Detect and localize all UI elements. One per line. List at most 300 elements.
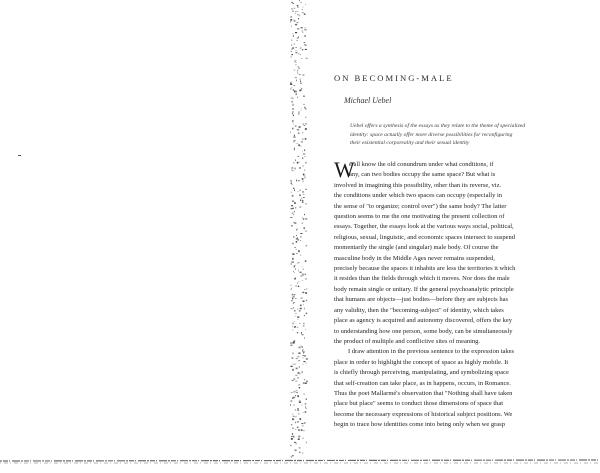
gutter-speck [297, 395, 299, 397]
gutter-speck [298, 37, 299, 38]
gutter-speck [291, 264, 293, 265]
gutter-speck [293, 33, 294, 34]
gutter-speck [300, 54, 301, 55]
gutter-speck [297, 410, 298, 411]
gutter-speck [302, 350, 303, 351]
gutter-speck [292, 433, 293, 435]
gutter-speck [293, 98, 294, 99]
gutter-speck [296, 368, 298, 370]
gutter-speck [293, 120, 294, 121]
gutter-speck [294, 189, 295, 191]
gutter-speck [294, 135, 295, 136]
gutter-speck [305, 383, 307, 385]
gutter-speck [290, 217, 292, 218]
gutter-speck [299, 347, 301, 349]
gutter-speck [301, 346, 302, 348]
gutter-speck [297, 67, 299, 68]
gutter-speck [295, 313, 297, 314]
gutter-speck [299, 447, 301, 448]
gutter-speck [291, 183, 292, 185]
abstract-line: identity: space actually offer more diverse possibilities for reconfiguring [350, 131, 513, 138]
gutter-speck [304, 337, 305, 339]
gutter-speck [302, 7, 303, 8]
gutter-speck [290, 132, 291, 133]
gutter-speck [292, 298, 293, 300]
gutter-speck [298, 262, 300, 263]
gutter-speck [292, 297, 294, 298]
gutter-speck [305, 292, 307, 294]
body-line: involved in imagining this possibility, other than its reverse, viz. [334, 181, 502, 189]
gutter-speck [298, 133, 300, 134]
body-line: any validity, then the "becoming-subject" of identity, which takes [334, 306, 504, 314]
gutter-speck [305, 138, 307, 139]
gutter-speck [304, 125, 305, 126]
gutter-speck [305, 260, 307, 261]
gutter-speck [302, 347, 303, 348]
gutter-speck [295, 125, 297, 127]
gutter-speck [297, 5, 299, 6]
gutter-speck [295, 77, 297, 78]
gutter-speck [294, 442, 296, 443]
gutter-speck [299, 452, 300, 454]
gutter-speck [297, 14, 299, 15]
gutter-speck [303, 326, 304, 327]
gutter-speck [292, 259, 294, 260]
gutter-speck [299, 194, 301, 196]
gutter-speck [291, 40, 292, 41]
body-line: e all know the old conundrum under what conditions, if [349, 161, 494, 168]
gutter-speck [303, 361, 305, 362]
gutter-speck [292, 113, 293, 115]
gutter-speck [303, 382, 305, 383]
gutter-speck [296, 93, 298, 95]
gutter-speck [297, 332, 298, 333]
gutter-speck [294, 149, 295, 151]
gutter-speck [294, 391, 295, 392]
gutter-speck [304, 308, 305, 310]
gutter-speck [294, 247, 296, 248]
gutter-speck [298, 144, 300, 146]
gutter-speck [305, 123, 307, 124]
gutter-speck [291, 81, 292, 82]
gutter-speck [305, 117, 306, 118]
gutter-speck [297, 377, 299, 378]
gutter-speck [302, 223, 303, 224]
gutter-speck [294, 168, 296, 170]
gutter-speck [293, 162, 294, 164]
gutter-speck [291, 192, 292, 193]
gutter-speck [297, 282, 298, 284]
gutter-speck [295, 208, 297, 209]
gutter-speck [300, 83, 302, 84]
gutter-speck [295, 11, 296, 12]
right-page [310, 0, 600, 458]
gutter-speck [303, 349, 304, 351]
gutter-speck [299, 0, 300, 1]
body-line: that humans are objects—just bodies—before they are subjects has [334, 296, 509, 304]
gutter-speck [299, 162, 300, 163]
gutter-speck [304, 149, 305, 150]
gutter-speck [300, 255, 301, 256]
gutter-speck [305, 29, 307, 30]
gutter-speck [298, 308, 299, 310]
gutter-speck [291, 26, 292, 27]
gutter-speck [291, 439, 292, 440]
gutter-speck [291, 98, 293, 99]
gutter-speck [293, 323, 294, 325]
gutter-speck [305, 163, 307, 164]
gutter-speck [303, 352, 304, 354]
gutter-speck [296, 241, 298, 243]
gutter-speck [299, 207, 301, 208]
gutter-speck [302, 198, 303, 200]
gutter-speck [294, 278, 296, 279]
body-line: become the necessary expressions of historical subject positions. We [334, 410, 513, 418]
gutter-speck [292, 195, 294, 197]
gutter-speck [297, 70, 298, 71]
gutter-speck [299, 323, 301, 324]
gutter-speck [304, 14, 306, 15]
gutter-speck [306, 442, 307, 444]
gutter-speck [291, 308, 293, 309]
gutter-speck [294, 85, 296, 86]
gutter-speck [290, 183, 291, 184]
gutter-speck [303, 304, 304, 305]
gutter-speck [292, 105, 294, 106]
gutter-speck [302, 13, 304, 14]
gutter-speck [301, 298, 303, 299]
gutter-speck [302, 355, 304, 356]
gutter-speck [303, 357, 304, 358]
gutter-speck [298, 384, 300, 385]
gutter-speck [292, 342, 294, 343]
gutter-speck [294, 61, 296, 62]
body-line: religious, sexual, linguistic, and economic spaces intersect to suspend [334, 233, 516, 241]
gutter-speck [294, 21, 296, 22]
gutter-speck [294, 364, 296, 365]
body-line: is chiefly through perceiving, manipulating, and symbolizing space [334, 369, 509, 377]
gutter-speck [290, 21, 291, 22]
gutter-speck [301, 2, 302, 3]
gutter-speck [303, 227, 305, 228]
gutter-speck [303, 269, 304, 270]
gutter-speck [301, 141, 303, 142]
gutter-speck [294, 310, 296, 311]
gutter-speck [293, 89, 294, 91]
gutter-speck [293, 141, 294, 143]
gutter-speck [298, 18, 299, 19]
body-line: place but place" seems to conduct those dimensions of space that [334, 400, 504, 408]
gutter-speck [296, 80, 297, 82]
gutter-speck [304, 355, 306, 356]
gutter-speck [297, 11, 298, 12]
gutter-speck [304, 230, 305, 231]
gutter-speck [302, 425, 303, 426]
gutter-speck [305, 274, 307, 275]
gutter-speck [302, 405, 303, 406]
gutter-speck [294, 202, 296, 204]
gutter-speck [299, 90, 301, 92]
gutter-speck [290, 19, 292, 21]
gutter-speck [299, 366, 300, 368]
gutter-speck [296, 180, 297, 182]
body-line: any, can two bodies occupy the same space? But what is [349, 171, 496, 179]
gutter-speck [299, 373, 301, 374]
gutter-speck [297, 156, 299, 157]
gutter-speck [303, 197, 305, 198]
gutter-speck [305, 189, 307, 190]
gutter-speck [302, 267, 303, 268]
body-line: place as agency is acquired and autonomy discovered, offers the key [334, 317, 513, 325]
gutter-speck [298, 286, 299, 287]
gutter-speck [293, 3, 294, 4]
gutter-speck [305, 218, 307, 220]
gutter-speck [298, 270, 299, 272]
gutter-speck [302, 201, 304, 203]
gutter-speck [303, 123, 304, 125]
gutter-speck [291, 48, 292, 50]
gutter-speck [294, 222, 296, 223]
gutter-speck [292, 128, 293, 130]
gutter-speck [294, 302, 295, 303]
gutter-speck [295, 159, 296, 161]
gutter-speck [299, 190, 301, 192]
gutter-speck [295, 429, 296, 430]
gutter-speck [303, 194, 305, 195]
gutter-speck [305, 27, 306, 28]
gutter-speck [295, 409, 296, 411]
gutter-speck [303, 412, 304, 413]
gutter-speck [303, 364, 304, 365]
gutter-speck [301, 88, 302, 90]
gutter-speck [301, 332, 302, 334]
gutter-speck [303, 301, 305, 302]
gutter-speck [290, 57, 292, 58]
gutter-speck [298, 437, 299, 438]
gutter-speck [291, 225, 293, 226]
gutter-speck [303, 430, 305, 431]
gutter-speck [294, 327, 295, 328]
gutter-speck [293, 341, 295, 342]
gutter-speck [303, 154, 304, 155]
gutter-speck [295, 395, 296, 396]
drop-cap: W [334, 157, 355, 182]
body-line: to understanding how one person, some body, can be simultaneously [334, 327, 513, 335]
gutter-speck [296, 443, 297, 444]
gutter-speck [292, 353, 294, 354]
gutter-speck [305, 403, 307, 405]
gutter-speck [297, 72, 298, 73]
gutter-speck [302, 166, 304, 167]
gutter-speck [305, 411, 307, 413]
chapter-author: Michael Uebel [344, 96, 392, 105]
gutter-speck [291, 392, 293, 393]
gutter-speck [294, 416, 295, 417]
gutter-speck [294, 266, 295, 268]
gutter-speck [292, 294, 293, 296]
gutter-speck [304, 393, 305, 394]
gutter-speck [294, 20, 295, 21]
gutter-speck [291, 436, 292, 437]
gutter-speck [304, 177, 306, 178]
gutter-speck [297, 129, 298, 130]
gutter-speck [302, 453, 304, 454]
gutter-speck [298, 356, 299, 357]
gutter-speck [295, 416, 296, 418]
gutter-speck [292, 171, 293, 172]
gutter-speck [292, 108, 294, 110]
gutter-speck [304, 422, 306, 423]
body-line: body remain single or unitary. If the general psychoanalytic principle [334, 285, 514, 293]
gutter-speck [303, 274, 304, 276]
gutter-speck [303, 104, 304, 105]
body-line: the conditions under which two spaces can occupy (especially in [334, 192, 503, 200]
gutter-speck [301, 429, 303, 431]
body-line: the sense of "to organize; control over") the same body? The latter [334, 202, 507, 210]
gutter-speck [294, 44, 295, 45]
gutter-speck [299, 360, 300, 361]
gutter-speck [297, 316, 299, 317]
gutter-speck [293, 124, 294, 125]
gutter-speck [297, 143, 298, 144]
gutter-speck [296, 52, 298, 53]
gutter-speck [302, 334, 304, 335]
gutter-speck [291, 300, 292, 301]
gutter-speck [296, 358, 298, 359]
gutter-speck [292, 184, 293, 185]
gutter-speck [302, 200, 304, 201]
gutter-speck [295, 381, 297, 382]
gutter-speck [302, 49, 303, 50]
gutter-speck [292, 112, 294, 113]
gutter-speck [306, 300, 307, 301]
gutter-speck [292, 418, 294, 420]
gutter-speck [295, 265, 296, 266]
gutter-speck [290, 88, 291, 89]
gutter-speck [298, 191, 299, 192]
gutter-speck [295, 316, 297, 317]
gutter-speck [305, 231, 307, 232]
gutter-speck [305, 128, 307, 130]
gutter-speck [293, 302, 294, 304]
gutter-speck [298, 53, 299, 54]
gutter-speck [304, 44, 305, 46]
gutter-speck [292, 168, 294, 169]
body-line: I draw attention in the previous sentence to the expression takes [348, 348, 515, 356]
gutter-speck [302, 9, 303, 10]
gutter-speck [291, 285, 292, 286]
gutter-speck [292, 101, 293, 102]
gutter-speck [303, 438, 304, 439]
gutter-speck [304, 379, 305, 380]
gutter-speck [297, 228, 298, 229]
body-line: begin to trace how identities come into being only when we grasp [334, 421, 505, 429]
gutter-speck [297, 7, 299, 8]
gutter-speck [295, 298, 297, 299]
gutter-speck [298, 114, 299, 115]
gutter-speck [297, 357, 298, 358]
gutter-speck [300, 305, 302, 307]
gutter-speck [304, 214, 305, 215]
body-line: it resides than the fields through which it moves. Nor does the male [334, 275, 510, 283]
gutter-speck [293, 436, 295, 437]
gutter-speck [293, 236, 294, 237]
gutter-speck [294, 405, 295, 406]
gutter-speck [292, 243, 294, 244]
gutter-speck [299, 111, 300, 113]
gutter-speck [302, 292, 304, 294]
gutter-speck [293, 397, 295, 398]
gutter-speck [301, 108, 302, 109]
gutter-speck [291, 424, 292, 425]
gutter-speck [291, 261, 292, 262]
gutter-speck [293, 364, 295, 365]
gutter-speck [293, 137, 295, 138]
gutter-speck [303, 218, 304, 220]
abstract-line: Uebel offers a synthesis of the essays as they relate to the theme of specialized [350, 123, 526, 129]
gutter-speck [292, 380, 294, 381]
gutter-speck [297, 97, 298, 98]
gutter-speck [303, 174, 305, 176]
gutter-speck [298, 319, 299, 320]
gutter-speck [292, 54, 293, 55]
gutter-speck [306, 313, 307, 315]
gutter-speck [305, 45, 306, 46]
gutter-speck [302, 191, 303, 192]
gutter-speck [292, 201, 294, 202]
chapter-title: ON BECOMING-MALE [334, 73, 454, 83]
body-line: precisely because the spaces it inhabits are less the territories it which [334, 265, 516, 273]
gutter-speck [296, 253, 298, 254]
gutter-speck [305, 170, 306, 171]
gutter-speck [293, 271, 294, 272]
gutter-speck [294, 8, 295, 9]
gutter-speck [300, 308, 302, 309]
gutter-speck [297, 38, 299, 39]
gutter-speck [297, 263, 298, 264]
gutter-speck [290, 82, 291, 84]
gutter-speck [302, 178, 304, 180]
gutter-speck [299, 74, 301, 75]
gutter-speck [305, 35, 306, 37]
gutter-speck [306, 58, 308, 59]
gutter-speck [292, 104, 293, 105]
gutter-speck [298, 439, 300, 440]
gutter-speck [301, 27, 303, 28]
gutter-speck [295, 375, 297, 376]
gutter-speck [300, 200, 301, 202]
gutter-speck [291, 205, 293, 206]
gutter-speck [298, 129, 299, 131]
gutter-speck [305, 49, 307, 50]
gutter-speck [293, 35, 294, 37]
gutter-speck [296, 392, 298, 393]
gutter-speck [302, 181, 304, 182]
gutter-speck [291, 8, 292, 9]
gutter-speck [296, 285, 297, 287]
gutter-speck [292, 330, 293, 331]
gutter-speck [290, 343, 292, 344]
gutter-speck [305, 4, 306, 5]
margin-mark [18, 155, 21, 156]
body-line: that self-creation can take place, as in happens, occurs, in Romance. [334, 379, 511, 387]
gutter-speck [296, 390, 298, 391]
gutter-speck [293, 214, 294, 215]
body-line: masculine body in the Middle Ages never remains suspended, [334, 254, 495, 262]
gutter-speck [291, 208, 293, 209]
gutter-speck [291, 289, 292, 290]
gutter-speck [295, 268, 296, 270]
